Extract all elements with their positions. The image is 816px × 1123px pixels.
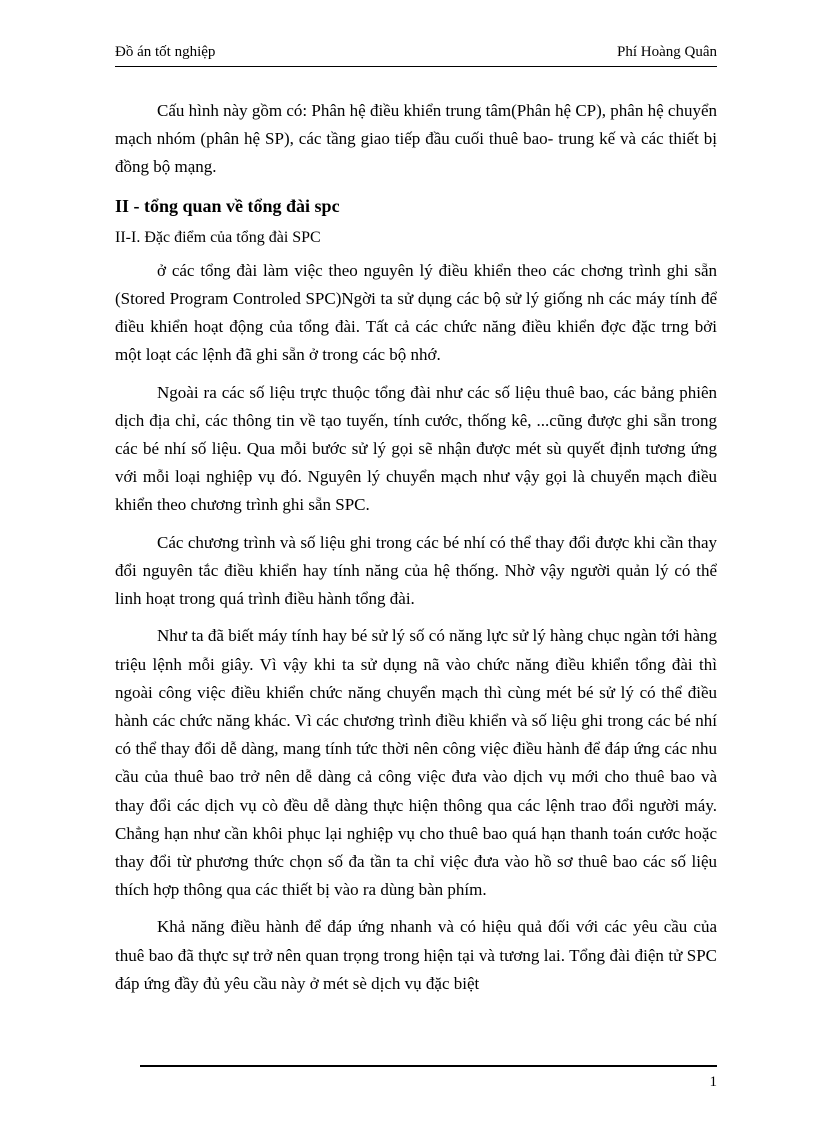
subsection-heading-spc-characteristics: II-I. Đặc điểm của tổng đài SPC (115, 228, 321, 246)
paragraph-operational-responsiveness: Khả năng điều hành để đáp ứng nhanh và có hiệu quả đối với các yêu cầu của thuê bao đã thực sự trở nên quan trọng trong hiện tại và tương lai. Tổng đài điện tử SPC đáp ứng đầy đủ yêu cầu này ở mét sè dịch vụ đặc biệt (115, 917, 717, 993)
page-number: 1 (709, 1074, 717, 1090)
page-footer (115, 1065, 717, 1091)
page-header (115, 44, 717, 67)
footer-divider (140, 1065, 717, 1067)
paragraph-data-storage: Ngoài ra các số liệu trực thuộc tổng đài như các số liệu thuê bao, các bảng phiên dịch địa chỉ, các thông tin về tạo tuyến, tính cước, thống kê, ...cũng được ghi sẵn trong các bé nhí số liệu. Qua mỗi bước sử lý gọi sẽ nhận được mét sù quyết định tương ứng với mỗi loại nghiệp vụ đó. Nguyên lý chuyển mạch như vậy gọi là chuyển mạch điều khiển theo chương trình ghi sẵn SPC. (115, 382, 717, 515)
header-document-title: Đồ án tốt nghiệp (115, 44, 216, 60)
document-body (115, 97, 717, 998)
paragraph-program-flexibility: Các chương trình và số liệu ghi trong các bé nhí có thể thay đổi được khi cần thay đổi nguyên tắc điều khiển hay tính năng của hệ thống. Nhờ vậy người quản lý có thể linh hoạt trong quá trình điều hành tổng đài. (115, 532, 717, 609)
header-author-name: Phí Hoàng Quân (617, 44, 717, 60)
paragraph-stored-program-control: ở các tổng đài làm việc theo nguyên lý điều khiển theo các chơng trình ghi sẵn (Stored Program Controled SPC)Ngời ta sử dụng các bộ sử lý giống nh các máy tính để điều khiển hoạt động của tổng đài. Tất cả các chức năng điều khiển đợc đặc trng bởi một loạt các lệnh đã ghi sẵn ở trong các bộ nhớ. (115, 260, 717, 365)
section-heading-spc-overview: II - tổng quan về tổng đài spc (115, 195, 340, 216)
paragraph-processor-capability: Như ta đã biết máy tính hay bé sử lý số có năng lực sử lý hàng chục ngàn tới hàng triệu lệnh mỗi giây. Vì vậy khi ta sử dụng nã vào chức năng điều khiển tổng đài thì ngoài công việc điều khiển chức năng chuyển mạch thì cùng mét bé sử lý có thể điều hành các chức năng khác. Vì các chương trình điều khiển và số liệu ghi trong các bé nhí có thể thay đổi dễ dàng, mang tính tức thời nên công việc điều hành để đáp ứng các nhu cầu của thuê bao trở nên dễ dàng cả công việc đưa vào dịch vụ mới cho thuê bao và thay đổi các dịch vụ cò đều dễ dàng thực hiện thông qua các lệnh trao đổi người máy. Chẳng hạn như cần khôi phục lại nghiệp vụ cho thuê bao quá hạn thanh toán cước hoặc thay đổi từ phương thức chọn số đa tần ta chỉ việc đưa vào hồ sơ thuê bao các số liệu thích hợp thông qua các thiết bị vào ra dùng bàn phím. (115, 626, 717, 900)
paragraph-config-overview: Cấu hình này gồm có: Phân hệ điều khiển trung tâm(Phân hệ CP), phân hệ chuyển mạch nhóm (phân hệ SP), các tầng giao tiếp đầu cuối thuê bao- trung kế và các thiết bị đồng bộ mạng. (115, 101, 717, 177)
